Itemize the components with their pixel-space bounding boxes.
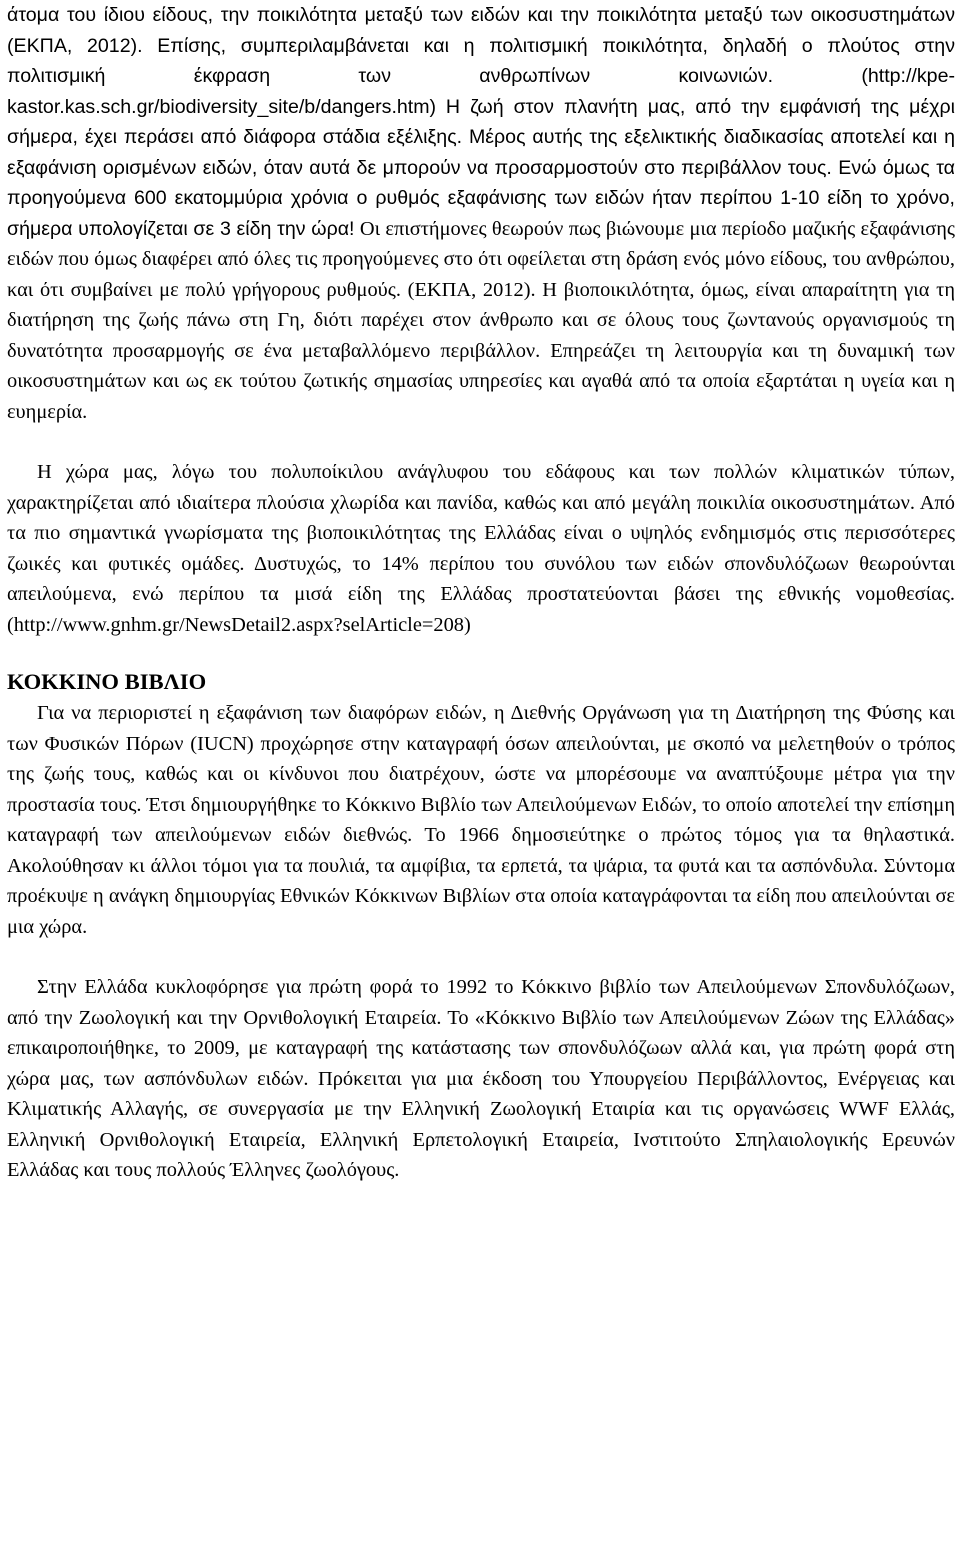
section-spacer [7,640,955,666]
intro-text-extinction: Οι επιστήμονες θεωρούν πως βιώνουμε μια περίοδο μαζικής εξαφάνισης ειδών που όμως διαφέρει από όλες τις προηγούμενες στο ότι οφείλεται στη δράση ενός μόνο είδους, του ανθρώπου, και ότι συμβαίνει με πολύ γρήγορους ρυθμούς. (ΕΚΠΑ, 2012). Η βιοποικιλότητα, όμως, είναι απαραίτητη για τη διατήρηση της ζωής πάνω στη Γη, διότι παρέχει στον άνθρωπο και σε όλους τους ζωντανούς οργανισμούς τη δυνατότητα προσαρμογής σε ένα μεταβαλλόμενο περιβάλλον. Επηρεάζει τη λειτουργία και τη δυναμική των οικοσυστημάτων και ως εκ τούτου ζωτικής σημασίας υπηρεσίες και αγαθά από τα οποία εξαρτάται η υγεία και η ευημερία. [7,217,955,423]
intro-text-evolution: Η ζωή στον πλανήτη μας, από την εμφάνισή της μέχρι σήμερα, έχει περάσει από διάφορα στάδια εξέλιξης. Μέρος αυτής της εξελικτικής διαδικασίας αποτελεί και η εξαφάνιση ορισμένων ειδών, όταν αυτά δε μπορούν να προσαρμοστούν στο περιβάλλον τους. Ενώ όμως τα προηγούμενα 600 εκατομμύρια χρόνια ο ρυθμός εξαφάνισης των ειδών ήταν περίπου 1-10 είδη το χρόνο, σήμερα υπολογίζεται σε 3 είδη την ώρα! [7,95,955,240]
document-page [7,0,955,1186]
paragraph-spacer [7,427,955,457]
paragraph-red-book: Για να περιοριστεί η εξαφάνιση των διαφόρων ειδών, η Διεθνής Οργάνωση για τη Διατήρηση της Φύσης και των Φυσικών Πόρων (IUCN) προχώρησε στην καταγραφή όσων απειλούνται, με σκοπό να μελετηθούν ο τρόπος της ζωής τους, καθώς και οι κίνδυνοι που διατρέχουν, ώστε να μπορέσουμε να αναπτύξουμε μέτρα για την προστασία τους. Έτσι δημιουργήθηκε το Κόκκινο Βιβλίο των Απειλούμενων Ειδών, το οποίο αποτελεί την επίσημη καταγραφή των απειλούμενων ειδών διεθνώς. Το 1966 δημοσιεύτηκε ο πρώτος τόμος για τα θηλαστικά. Ακολούθησαν κι άλλοι τόμοι για τα πουλιά, τα αμφίβια, τα ερπετά, τα ψάρια, τα φυτά και τα ασπόνδυλα. Σύντομα προέκυψε η ανάγκη δημιουργίας Εθνικών Κόκκινων Βιβλίων στα οποία καταγράφονται τα είδη που απειλούνται σε μια χώρα. [7,702,955,938]
paragraph-greece-red-book: Στην Ελλάδα κυκλοφόρησε για πρώτη φορά το 1992 το Κόκκινο βιβλίο των Απειλούμενων Σπονδυλόζωων, από την Ζωολογική και την Ορνιθολογική Εταιρεία. Το «Κόκκινο Βιβλίο των Απειλούμενων Ζώων της Ελλάδας» επικαιροποιήθηκε, το 2009, με καταγραφή της κατάστασης των σπονδυλόζωων αλλά και, για πρώτη φορά στη χώρα μας, των ασπόνδυλων ειδών. Πρόκειται για μια έκδοση του Υπουργείου Περιβάλλοντος, Ενέργειας και Κλιματικής Αλλαγής, σε συνεργασία με την Ελληνική Ζωολογική Εταιρία και τις οργανώσεις WWF Ελλάς, Ελληνική Ορνιθολογική Εταιρεία, Ελληνική Ερπετολογική Εταιρεία, Ινστιτούτο Σπηλαιολογικής Ερευνών Ελλάδας και τους πολλούς Έλληνες ζωολόγους. [7,976,955,1181]
paragraph-intro [7,0,955,427]
intro-text-start: άτομα του ίδιου είδους, την ποικιλότητα μεταξύ των ειδών και την ποικιλότητα μεταξύ των οικοσυστημάτων (ΕΚΠΑ, 2012). Επίσης, συμπεριλαμβάνεται και η πολιτισμική ποικιλότητα, δηλαδή ο πλούτος στην πολιτισμική έκφραση των ανθρωπίνων κοινωνιών. (http://kpe-kastor.kas.sch.gr/biodiversity_site/b/dangers.htm) [7,4,955,118]
source-link: (http://www.gnhm.gr/NewsDetail2.aspx?selArticle=208) [7,613,471,636]
greece-biodiversity-text: Η χώρα μας, λόγω του πολυποίκιλου ανάγλυφου του εδάφους και των πολλών κλιματικών τύπων, χαρακτηρίζεται από ιδιαίτερα πλούσια χλωρίδα και πανίδα, καθώς και από μεγάλη ποικιλία οικοσυστημάτων. Από τα πιο σημαντικά γνωρίσματα της βιοποικιλότητας της Ελλάδας είναι ο υψηλός ενδημισμός στις περισσότερες ζωικές και φυτικές ομάδες. Δυστυχώς, το 14% περίπου του συνόλου των ειδών σπονδυλόζωων θεωρούνται απειλούμενα, ενώ περίπου τα μισά είδη της Ελλάδας προστατεύονται βάσει της εθνικής νομοθεσίας. [7,461,955,605]
paragraph-greece-biodiversity [7,457,955,640]
section-heading: ΚΟΚΚΙΝΟ ΒΙΒΛΙΟ [7,669,207,694]
paragraph-spacer [7,942,955,972]
